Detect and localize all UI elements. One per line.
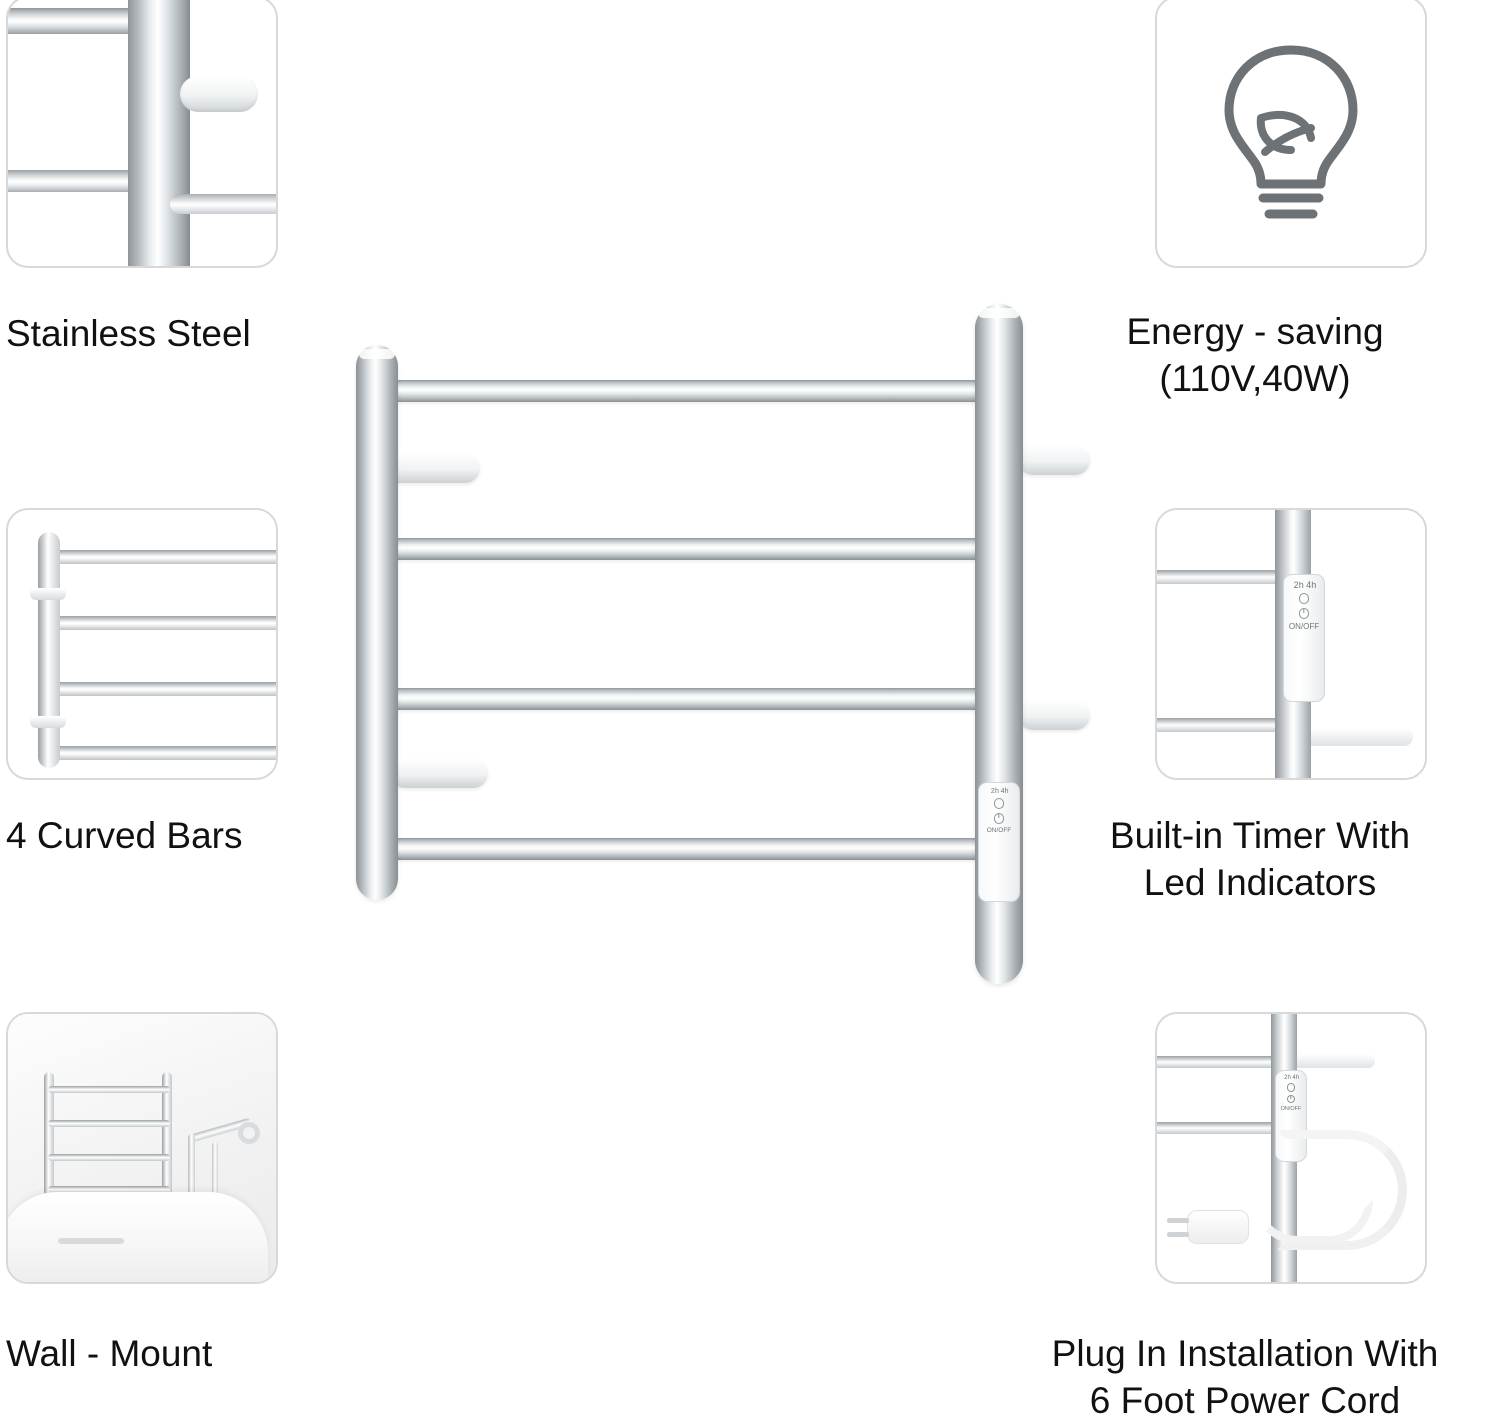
curved-bar-3 xyxy=(52,682,278,696)
caption-timer-line1: Built-in Timer With xyxy=(1109,815,1411,856)
curved-bar-4 xyxy=(52,746,278,760)
plug-rail-bottom xyxy=(1155,1122,1281,1134)
plug-rail-top xyxy=(1155,1056,1281,1068)
rack-rail-1 xyxy=(48,1086,170,1093)
product-power-icon[interactable] xyxy=(994,813,1005,824)
timer-stub xyxy=(1303,728,1413,746)
power-label: ON/OFF xyxy=(1288,621,1320,631)
vertical-post-left xyxy=(356,345,398,900)
timer-rail-top xyxy=(1155,570,1287,584)
caption-stainless-steel: Stainless Steel xyxy=(6,313,251,354)
towel-bar-1 xyxy=(372,380,1002,402)
rack-rail-3 xyxy=(48,1154,170,1161)
product-image-heated-towel-rack xyxy=(330,290,1100,1000)
sink-overflow-line xyxy=(58,1238,124,1244)
caption-energy-line2: (110V,40W) xyxy=(1159,358,1351,400)
timer-rail-bottom xyxy=(1155,718,1287,732)
thumbnail-built-in-timer xyxy=(1155,508,1427,780)
caption-wall-mount: Wall - Mount xyxy=(6,1333,213,1374)
curved-bars-post xyxy=(38,532,60,768)
wall-mounted-rack xyxy=(42,1072,174,1196)
caption-curved-bars: 4 Curved Bars xyxy=(6,815,243,856)
led-label-4h-plug: 4h xyxy=(1292,1074,1300,1081)
energy-saving-bulb-icon xyxy=(1201,32,1381,232)
steel-knob xyxy=(180,76,258,112)
curved-bar-2 xyxy=(52,616,278,630)
curved-bars-stub-top xyxy=(30,588,66,600)
thumbnail-stainless-steel xyxy=(6,0,278,268)
wall-bracket-right-bottom xyxy=(1018,700,1090,730)
plug-prong-2 xyxy=(1167,1232,1189,1237)
led-indicators-plug-view xyxy=(1284,1075,1298,1081)
steel-post xyxy=(128,0,190,268)
curved-bar-1 xyxy=(52,550,278,564)
led-label-2h-plug: 2h xyxy=(1284,1074,1291,1081)
towel-bar-3 xyxy=(382,688,1002,710)
steel-rung-bottom xyxy=(6,170,148,192)
plug-prong-1 xyxy=(1167,1218,1189,1223)
power-label-plug: ON/OFF xyxy=(1280,1105,1302,1112)
caption-energy-line1: Energy - saving xyxy=(1126,311,1384,352)
control-panel[interactable] xyxy=(1283,574,1325,702)
thumbnail-plug-in-installation xyxy=(1155,1012,1427,1284)
product-power-label: ON/OFF xyxy=(986,826,1012,834)
curved-bars-stub-bottom xyxy=(30,716,66,728)
product-led-label-4h: 4h xyxy=(1000,787,1009,795)
hourglass-icon[interactable] xyxy=(1299,593,1310,604)
led-label-2h: 2h xyxy=(1293,579,1304,590)
wall-bracket-right-top xyxy=(1018,445,1090,475)
caption-plug-line1: Plug In Installation With xyxy=(1051,1333,1439,1374)
product-control-panel[interactable] xyxy=(978,782,1020,902)
product-led-label-2h: 2h xyxy=(990,787,999,795)
hourglass-icon-plug[interactable] xyxy=(1287,1083,1296,1092)
caption-plug-in-installation xyxy=(1000,1330,1490,1425)
steel-rung-top xyxy=(6,8,148,34)
caption-timer-line2: Led Indicators xyxy=(1143,862,1377,904)
thumbnail-energy-saving xyxy=(1155,0,1427,268)
led-label-4h: 4h xyxy=(1306,579,1317,590)
power-icon-plug[interactable] xyxy=(1287,1095,1296,1104)
wall-plug xyxy=(1187,1210,1249,1244)
rack-rail-2 xyxy=(48,1120,170,1127)
power-icon[interactable] xyxy=(1299,608,1310,619)
product-hourglass-icon[interactable] xyxy=(994,798,1005,809)
towel-bar-2 xyxy=(372,538,1002,560)
thumbnail-wall-mount xyxy=(6,1012,278,1284)
steel-side-bar xyxy=(170,194,278,214)
faucet-knob xyxy=(238,1122,260,1144)
towel-bar-4 xyxy=(382,838,1002,860)
product-led-indicators xyxy=(991,788,1007,795)
wall-bracket-left-bottom xyxy=(390,758,488,788)
plug-stub xyxy=(1291,1054,1375,1068)
sink-basin xyxy=(6,1192,268,1284)
caption-plug-line2: 6 Foot Power Cord xyxy=(1089,1380,1401,1422)
led-indicators xyxy=(1294,580,1315,590)
thumbnail-curved-bars xyxy=(6,508,278,780)
